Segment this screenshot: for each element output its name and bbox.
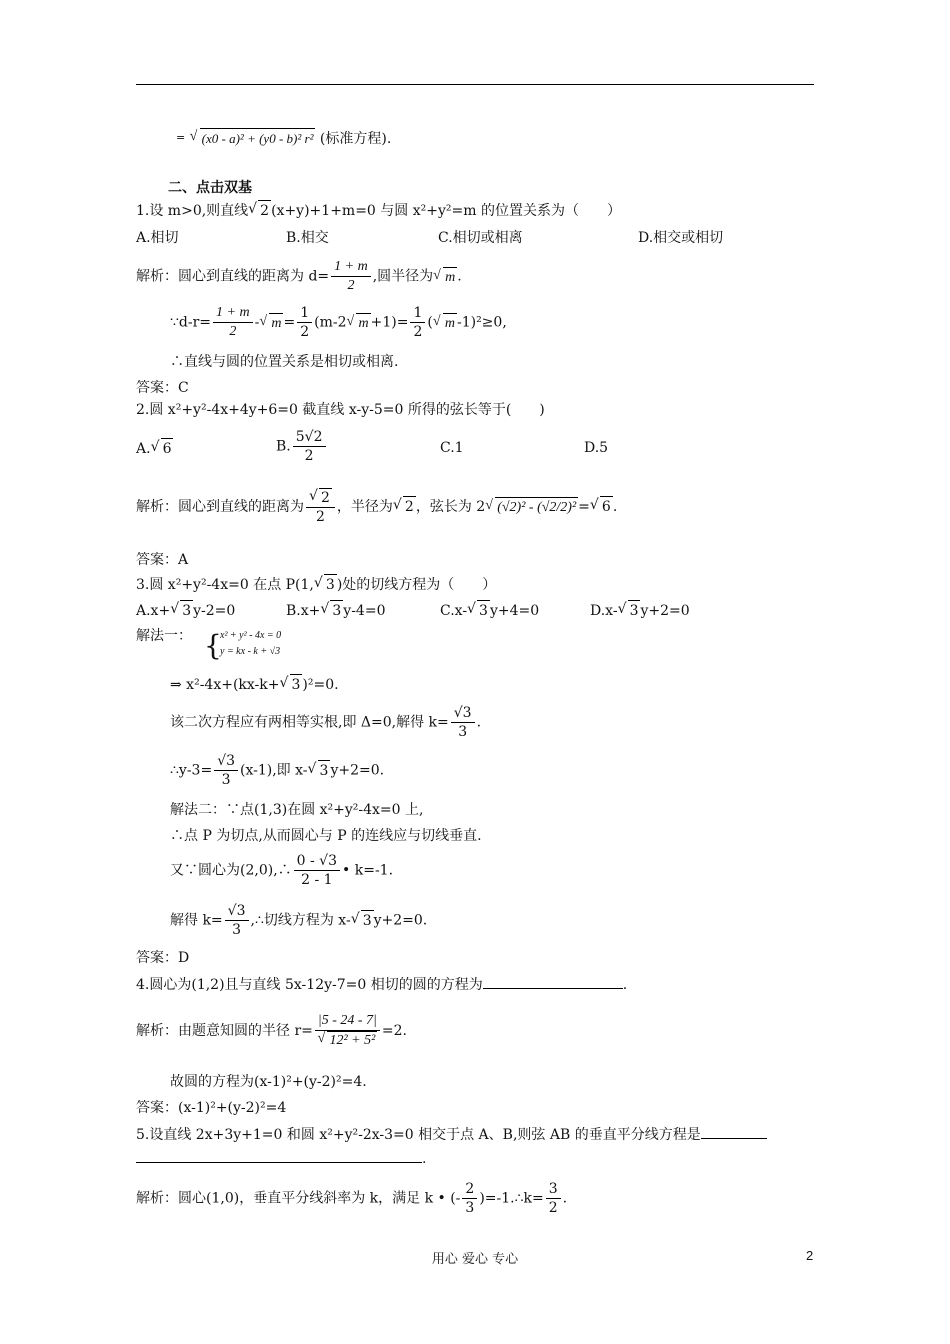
q4-radius-frac: [315, 1012, 380, 1050]
q5-frac-2-den: 2: [548, 1200, 558, 1216]
q1-l2-b: -: [254, 314, 260, 331]
q3-method2-line2: ∴点 P 为切点,从而圆心与 P 的连线应与切线垂直.: [170, 828, 482, 844]
q5-stem-line2: [136, 1148, 426, 1169]
system-eq2: y = kx - k + √3: [220, 646, 281, 657]
page-number: 2: [806, 1248, 814, 1263]
q1-frac-den: 2: [347, 278, 355, 293]
q3-m2-rad: 3: [361, 910, 374, 931]
q3-m2-k-num: √3: [225, 902, 249, 921]
q2-option-a: [136, 438, 173, 459]
q2-sol-a: 解析：圆心到直线的距离为: [136, 499, 304, 515]
q3-k-frac: [451, 704, 475, 741]
q3-opt-a-sqrt: [170, 600, 193, 621]
q5-frac-1: [462, 1180, 477, 1217]
q1-l2-frac-num: 1 + m: [213, 304, 253, 323]
q3-implication: [170, 674, 339, 695]
q4-sol-b: =2.: [381, 1023, 407, 1039]
sqrt-m-3: [346, 313, 370, 334]
q3-opt-b-sqrt: [320, 600, 343, 621]
q3-m2-k-frac: [225, 902, 249, 939]
q4-stem-text: 4.圆心为(1,2)且与直线 5x-12y-7=0 相切的圆的方程为: [136, 977, 483, 993]
sqrt-m-rad: m: [443, 267, 457, 288]
q1-l2-f: (: [427, 314, 433, 331]
q4-radius-den-sqrt: [317, 1031, 377, 1050]
q3-m2-sqrt: [351, 910, 374, 931]
q3-m2-l4-a: 解得 k=: [170, 912, 223, 929]
q3-stem-a: 3.圆 x²+y²-4x=0 在点 P(1,: [136, 577, 314, 593]
q1-l2-e: +1)=: [370, 314, 409, 331]
q5-stem-text: 5.设直线 2x+3y+1=0 和圆 x²+y²-2x-3=0 相交于点 A、B,则弦 AB 的垂直平分线方程是: [136, 1127, 701, 1143]
q2-sol-frac-rad: 2: [321, 490, 330, 506]
q2-radius-sqrt: [393, 496, 416, 517]
q4-stem: [136, 974, 627, 995]
q1-stem-b: (x+y)+1+m=0 与圆 x²+y²=m 的位置关系为（ ）: [271, 203, 621, 219]
q1-option-b: B.相交: [286, 230, 329, 246]
q3-quadratic: [170, 704, 481, 741]
footer-motto: 用心 爱心 专心: [431, 1252, 519, 1267]
q3-m2-l4-b: ,∴切线方程为 x-: [250, 912, 351, 929]
q2-sol-d: =: [578, 499, 590, 515]
q2-sol-frac-sqrt: [309, 488, 332, 507]
q3-answer: 答案：D: [136, 950, 190, 966]
q2-chord-rad: (√2)² - (√2/2)²: [495, 497, 578, 518]
q3-opt-b-post: y-4=0: [343, 603, 386, 619]
q2-sol-c: ，弦长为 2: [415, 499, 486, 515]
q2-sol-b: ，半径为: [336, 499, 393, 515]
system-eq1: x² + y² - 4x = 0: [220, 630, 282, 641]
standard-form-label: (标准方程).: [319, 131, 392, 147]
q3-option-c: [440, 600, 539, 621]
q2-option-c: C.1: [440, 440, 464, 456]
q3-quad-a: 该二次方程应有两相等实根,即 Δ=0,解得 k=: [170, 714, 449, 731]
q3-m2-k-den: 3: [232, 922, 242, 938]
q5-sol-c: .: [562, 1190, 568, 1207]
q3-line-den: 3: [221, 772, 231, 788]
q1-option-a: A.相切: [136, 230, 179, 246]
q3-option-b: [286, 600, 385, 621]
q2-sol-e: .: [612, 499, 618, 515]
q3-opt-c-sqrt: [467, 600, 490, 621]
q1-l2-c: =: [283, 314, 296, 331]
half-1-num: 1: [297, 304, 312, 323]
q3-imp-sqrt: [280, 674, 303, 695]
q3-opt-b-pre: B.x+: [286, 603, 321, 619]
q5-sol-b: )=-1.∴k=: [479, 1190, 544, 1207]
half-frac-1: [297, 304, 312, 341]
q2-sol-frac-num: [306, 488, 335, 508]
sqrt-m-2-rad: m: [269, 313, 283, 334]
q2-sol-frac-den: 2: [316, 509, 325, 525]
q3-k-num: √3: [451, 704, 475, 723]
q1-solution-line1: [136, 258, 462, 295]
q5-answer-blank-1[interactable]: [701, 1124, 767, 1139]
q1-l2-a: ∵d-r=: [170, 314, 212, 331]
q5-frac-2: [546, 1180, 561, 1217]
q1-option-d: D.相交或相切: [638, 230, 724, 246]
q3-stem: [136, 574, 496, 595]
q5-stem: [136, 1124, 767, 1145]
q1-rad: 2: [258, 200, 271, 221]
q4-answer: 答案：(x-1)²+(y-2)²=4: [136, 1100, 287, 1116]
q3-method2-line3: [170, 852, 393, 889]
q1-l2-frac: [213, 304, 253, 341]
q3-opt-d-rad: 3: [628, 600, 641, 621]
sqrt-m-4: [433, 313, 457, 334]
q3-opt-c-pre: C.x-: [440, 603, 468, 619]
equals-sign: =: [176, 131, 186, 144]
q1-sol-c: .: [457, 268, 462, 285]
system-brace: {: [204, 629, 222, 662]
q5-stem-end: .: [422, 1151, 427, 1167]
q5-frac-2-num: 3: [546, 1180, 561, 1199]
q3-opt-b-rad: 3: [330, 600, 343, 621]
q3-line-rad: 3: [318, 760, 331, 781]
sqrt-m-4-rad: m: [443, 313, 457, 334]
q3-m2-l3-a: 又∵圆心为(2,0),∴: [170, 862, 292, 879]
q5-sol-a: 解析：圆心(1,0)，垂直平分线斜率为 k，满足 k • (-: [136, 1190, 461, 1207]
sqrt2-symbol: [248, 200, 271, 221]
sqrt-m-2: [259, 313, 283, 334]
q3-m2-l3-b: • k=-1.: [342, 862, 394, 879]
q3-line-eq: [170, 752, 384, 789]
q3-opt-d-post: y+2=0: [640, 603, 690, 619]
q3-slope-frac: [294, 852, 340, 889]
standard-form-radicand: (x0 - a)² + (y0 - b)² r²: [200, 128, 316, 149]
q4-solution: [136, 1012, 407, 1050]
q2-opt-b-den: 2: [304, 448, 314, 464]
q5-frac-1-den: 3: [465, 1200, 475, 1216]
section-title: 二、点击双基: [168, 180, 252, 196]
sqrt-m: [433, 267, 457, 288]
q2-radius-rad: 2: [403, 496, 416, 517]
q4-radius-num: |5 - 24 - 7|: [315, 1012, 380, 1031]
q2-result-rad: 6: [600, 496, 613, 517]
q3-method2: 解法二：∵点(1,3)在圆 x²+y²-4x=0 上,: [170, 802, 424, 818]
q3-m2-l4-c: y+2=0.: [373, 912, 428, 929]
q2-option-b: [276, 428, 328, 465]
q3-quad-b: .: [476, 714, 482, 731]
q5-answer-blank-2[interactable]: [136, 1148, 422, 1163]
q2-answer: 答案：A: [136, 552, 189, 568]
q3-k-den: 3: [458, 724, 468, 740]
q3-line-c: y+2=0.: [330, 762, 385, 779]
q3-opt-d-sqrt: [618, 600, 641, 621]
q3-option-a: [136, 600, 235, 621]
q2-option-d: D.5: [584, 440, 609, 456]
half-frac-2: [410, 304, 425, 341]
q1-solution-line2: [170, 304, 507, 341]
q1-stem-a: 1.设 m>0,则直线: [136, 203, 249, 219]
q3-line-num: √3: [214, 752, 238, 771]
q4-radius-den: [315, 1031, 380, 1050]
q1-l2-frac-den: 2: [229, 324, 237, 339]
q3-slope-num: 0 - √3: [294, 852, 340, 871]
q3-opt-c-post: y+4=0: [489, 603, 540, 619]
q3-opt-a-post: y-2=0: [193, 603, 236, 619]
half-1-den: 2: [300, 324, 310, 340]
q4-radius-den-rad: 12² + 5²: [329, 1033, 376, 1048]
q1-sol-a: 解析：圆心到直线的距离为 d=: [136, 268, 330, 285]
q3-imp-rad: 3: [290, 674, 303, 695]
q3-option-d: [590, 600, 690, 621]
q3-line-sqrt: [308, 760, 331, 781]
q3-opt-d-pre: D.x-: [590, 603, 618, 619]
q1-sol-b: ,圆半径为: [372, 268, 434, 285]
q3-line-a: ∴y-3=: [170, 762, 213, 779]
q4-solution-line2: 故圆的方程为(x-1)²+(y-2)²=4.: [170, 1074, 367, 1090]
q2-result-sqrt: [590, 496, 613, 517]
q1-option-c: C.相切或相离: [438, 230, 523, 246]
q2-opt-b-label: B.: [276, 438, 291, 455]
q1-conclusion: ∴直线与圆的位置关系是相切或相离.: [170, 354, 399, 370]
q3-imp-a: ⇒ x²-4x+(kx-k+: [170, 677, 280, 693]
half-2-num: 1: [410, 304, 425, 323]
q3-method2-line4: [170, 902, 427, 939]
q2-opt-b-frac: [293, 428, 326, 465]
q2-stem: 2.圆 x²+y²-4x+4y+6=0 截直线 x-y-5=0 所得的弦长等于( ): [136, 402, 545, 418]
sqrt-m-3-rad: m: [356, 313, 370, 334]
q5-frac-1-num: 2: [462, 1180, 477, 1199]
q3-stem-b: )处的切线方程为（ ）: [336, 577, 497, 593]
q3-opt-a-rad: 3: [180, 600, 193, 621]
header-formula: [176, 128, 391, 150]
q1-l2-d: (m-2: [314, 314, 347, 331]
standard-form-sqrt: [190, 128, 316, 150]
q1-frac: [331, 258, 371, 295]
q3-slope-den: 2 - 1: [301, 872, 333, 888]
q3-stem-rad: 3: [324, 574, 337, 595]
q1-stem: [136, 200, 621, 221]
q2-solution: [136, 488, 617, 526]
header-rule: [136, 84, 814, 85]
q2-sol-frac: [306, 488, 335, 526]
half-2-den: 2: [413, 324, 423, 340]
q2-opt-a-rad: 6: [161, 438, 174, 459]
q2-opt-b-num: 5√2: [293, 428, 326, 447]
q2-opt-a-sqrt: [151, 438, 174, 459]
q3-line-b: (x-1),即 x-: [240, 762, 308, 779]
q3-line-frac: [214, 752, 238, 789]
q4-sol-a: 解析：由题意知圆的半径 r=: [136, 1023, 313, 1039]
q1-answer: 答案：C: [136, 380, 189, 396]
q3-method1-label: 解法一：: [136, 628, 192, 644]
q4-stem-end: .: [622, 977, 628, 993]
q4-answer-blank[interactable]: [483, 974, 623, 989]
q2-opt-a-label: A.: [136, 441, 151, 457]
q3-opt-c-rad: 3: [477, 600, 490, 621]
q1-l2-g: -1)²≥0,: [456, 314, 507, 331]
q5-solution: [136, 1180, 567, 1217]
q3-imp-b: )²=0.: [302, 677, 339, 693]
q2-chord-sqrt: [485, 497, 578, 518]
q3-stem-sqrt: [314, 574, 337, 595]
q1-frac-num: 1 + m: [331, 258, 371, 277]
q3-opt-a-pre: A.x+: [136, 603, 171, 619]
